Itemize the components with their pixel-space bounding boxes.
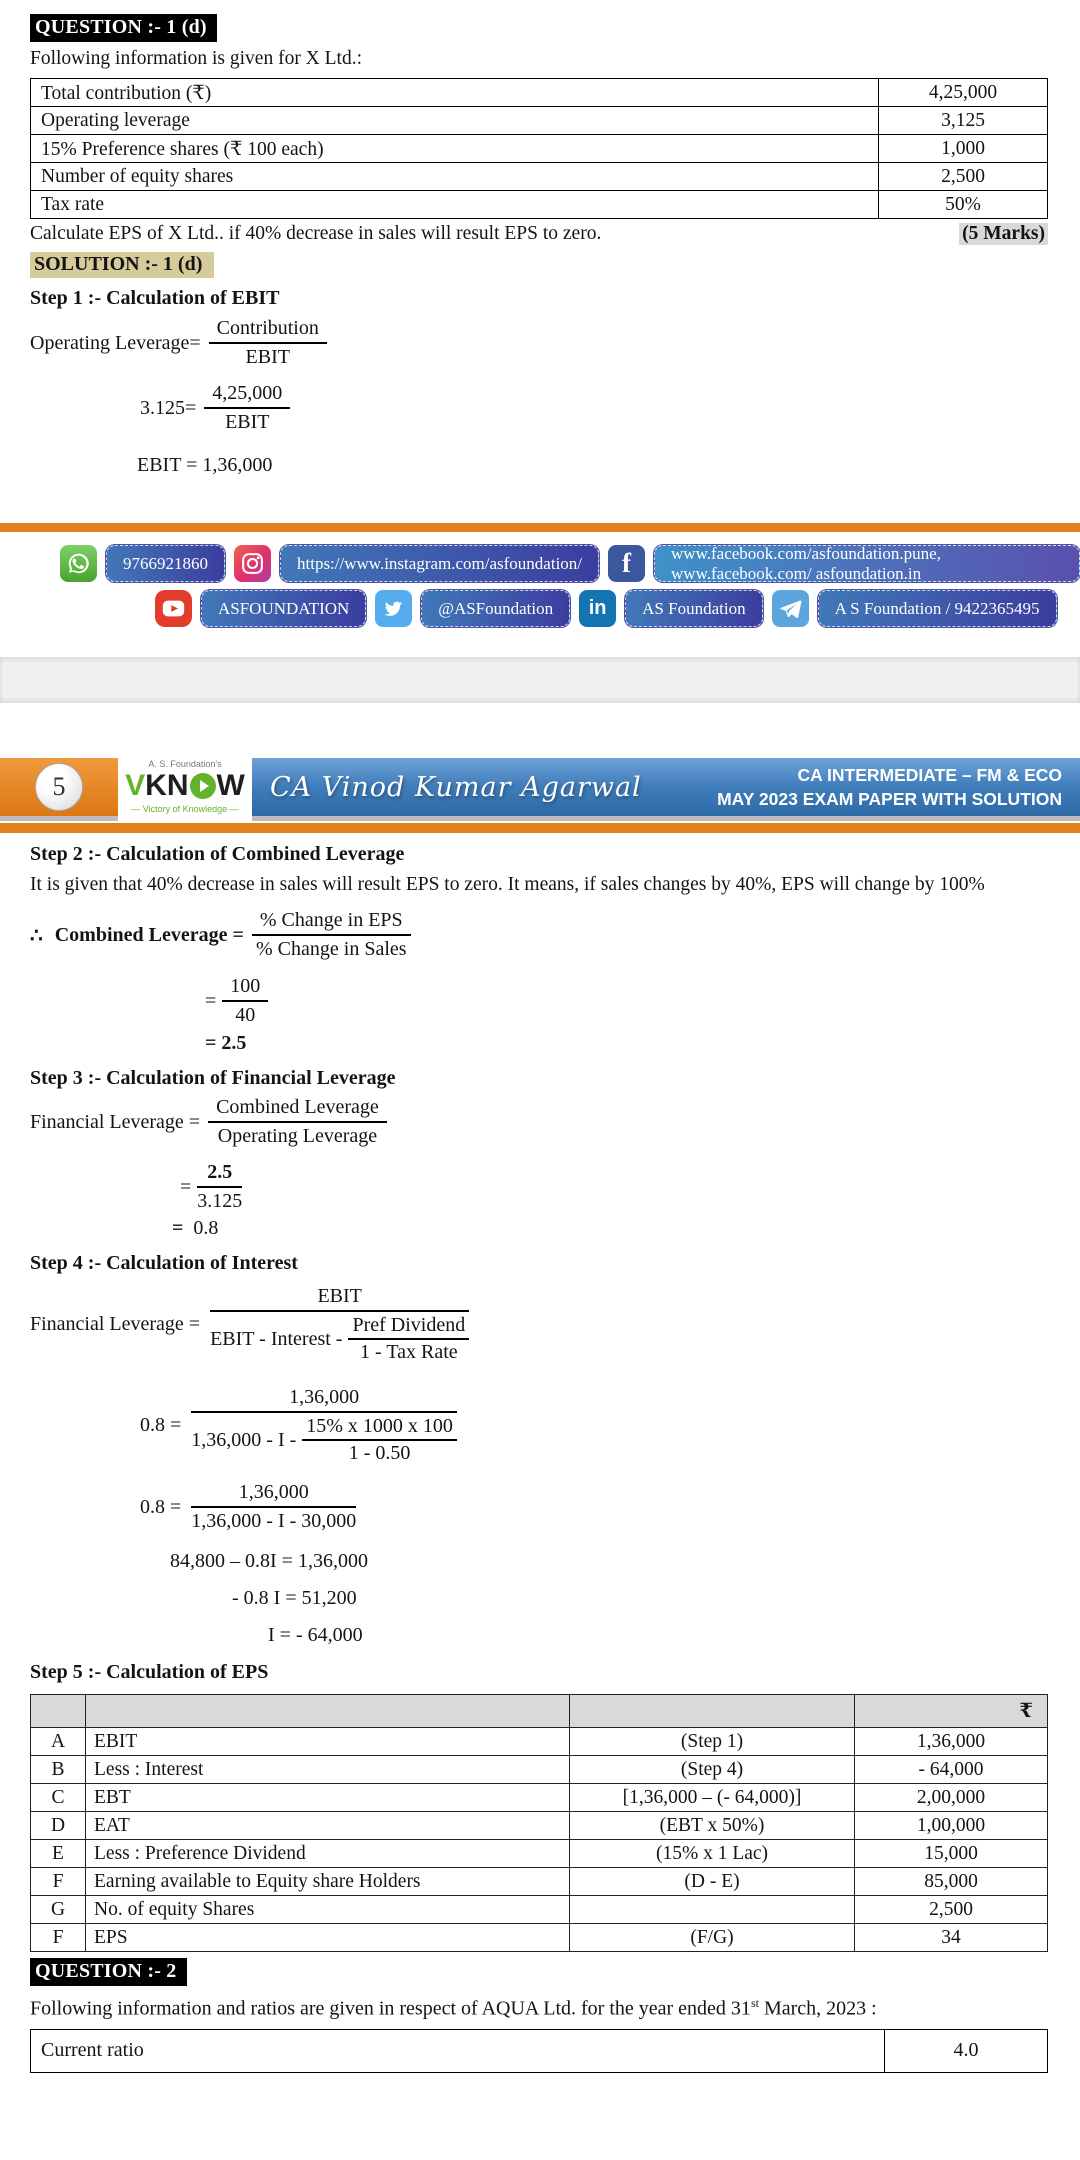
fraction-denominator: Operating Leverage: [217, 1125, 378, 1148]
question-info-table: [30, 78, 1048, 219]
linkedin-name: AS Foundation: [642, 598, 746, 618]
telegram-icon[interactable]: [772, 590, 809, 627]
equation-lhs: Operating Leverage=: [30, 331, 201, 354]
cell-label: Tax rate: [31, 191, 879, 219]
cell-ref: (EBT x 50%): [570, 1812, 855, 1840]
facebook-url-badge[interactable]: [654, 545, 1080, 582]
step2-result: = 2.5: [205, 1032, 247, 1055]
cell-desc: EBT: [86, 1784, 570, 1812]
instagram-url-badge[interactable]: [280, 545, 599, 582]
step4-equation-2: [140, 1386, 1080, 1465]
eps-table: [30, 1694, 1048, 1952]
table-row: [31, 163, 1048, 191]
cell-label: Total contribution (₹): [31, 79, 879, 107]
cell-ref: (D - E): [570, 1868, 855, 1896]
cell-sn: D: [31, 1812, 86, 1840]
fraction-numerator: EBIT: [210, 1285, 469, 1312]
course-info: [717, 763, 1062, 812]
step3-equation-2: [180, 1161, 1080, 1213]
cell-sn: C: [31, 1784, 86, 1812]
intro-superscript: st: [750, 1996, 759, 2011]
fraction-denominator: [191, 1413, 457, 1465]
step4-title: Step 4 :- Calculation of Interest: [30, 1252, 298, 1275]
solution-1d-header: SOLUTION :- 1 (d): [30, 252, 214, 278]
logo-tagline: — Victory of Knowledge —: [131, 804, 239, 814]
cell-value: 15,000: [855, 1840, 1048, 1868]
whatsapp-icon[interactable]: [60, 545, 97, 582]
table-row: [31, 1868, 1048, 1896]
step1-equation-2: [140, 382, 1080, 434]
cell-value: 2,500: [879, 163, 1048, 191]
cell-value: 85,000: [855, 1868, 1048, 1896]
twitter-icon[interactable]: [375, 590, 412, 627]
telegram-name: A S Foundation / 9422365495: [834, 598, 1040, 618]
cell-desc: EAT: [86, 1812, 570, 1840]
fraction-numerator: 4,25,000: [204, 382, 290, 409]
fraction: [209, 317, 327, 369]
page-number-block: [0, 758, 118, 816]
table-row: [31, 1728, 1048, 1756]
fraction-denominator: 1 - 0.50: [348, 1442, 411, 1465]
fraction-numerator: % Change in EPS: [252, 909, 411, 936]
vknow-logo: [118, 758, 252, 816]
cell-sn: E: [31, 1840, 86, 1868]
page-number-circle: [35, 763, 83, 811]
step3-title: Step 3 :- Calculation of Financial Leverage: [30, 1067, 396, 1090]
fraction-denominator: 3.125: [197, 1190, 243, 1213]
step4-line-1: 84,800 – 0.8I = 1,36,000: [170, 1550, 368, 1573]
table-row: [31, 135, 1048, 163]
fraction: [204, 382, 290, 434]
table-row: [31, 1756, 1048, 1784]
twitter-handle: @ASFoundation: [438, 598, 554, 618]
cell-desc: EBIT: [86, 1728, 570, 1756]
fraction-denominator: EBIT: [225, 411, 270, 433]
header-cell: [86, 1695, 570, 1728]
cell-label: Current ratio: [31, 2029, 885, 2072]
fraction: [252, 909, 411, 961]
step4-equation-3: [140, 1481, 1080, 1533]
cell-label: 15% Preference shares (₹ 100 each): [31, 135, 879, 163]
equation-lhs: 0.8 =: [140, 1414, 182, 1437]
logo-letter-v: V: [125, 769, 146, 802]
facebook-icon[interactable]: f: [608, 545, 645, 582]
cell-label: Number of equity shares: [31, 163, 879, 191]
step1-title: Step 1 :- Calculation of EBIT: [30, 287, 280, 309]
fraction-denominator: [210, 1312, 469, 1364]
linkedin-badge[interactable]: [625, 590, 762, 627]
whatsapp-number-badge[interactable]: [106, 545, 225, 582]
equals-sign: =: [172, 1217, 184, 1240]
step3-equation-1: [30, 1096, 1080, 1148]
cell-sn: B: [31, 1756, 86, 1784]
equals-sign: =: [205, 989, 217, 1012]
table-row: [31, 79, 1048, 107]
cell-sn: A: [31, 1728, 86, 1756]
nested-fraction: [302, 1415, 457, 1465]
fraction-denominator: 1,36,000 - I - 30,000: [191, 1510, 357, 1533]
step3-result: [172, 1217, 1080, 1240]
table-row: [31, 191, 1048, 219]
equation-lhs: Financial Leverage =: [30, 1110, 201, 1133]
cell-sn: F: [31, 1868, 86, 1896]
orange-divider: [0, 823, 1080, 833]
fraction-denominator: 1 - Tax Rate: [360, 1341, 458, 1364]
course-line-1: CA INTERMEDIATE – FM & ECO: [797, 764, 1062, 785]
cell-ref: (F/G): [570, 1924, 855, 1952]
question-2-header: QUESTION :- 2: [30, 1958, 187, 1986]
intro-text-part1: Following information and ratios are given in respect of AQUA Ltd. for the year ended 31: [30, 1997, 751, 2020]
logo-letters-kn: KN: [145, 769, 189, 802]
cell-ref: [570, 1896, 855, 1924]
cell-value: 3,125: [879, 107, 1048, 135]
nested-fraction: [348, 1314, 469, 1364]
twitter-badge[interactable]: [421, 590, 570, 627]
social-row-2: [155, 590, 1080, 627]
step2-equation-2: [205, 975, 1080, 1027]
instagram-url: https://www.instagram.com/asfoundation/: [297, 553, 583, 573]
cell-desc: No. of equity Shares: [86, 1896, 570, 1924]
logo-wordmark: [125, 771, 245, 801]
cell-value: 1,36,000: [855, 1728, 1048, 1756]
equation-lhs: Combined Leverage =: [54, 923, 244, 946]
step1-equation-1: [30, 317, 1080, 369]
fraction-numerator: Pref Dividend: [348, 1314, 469, 1340]
fraction: [191, 1386, 457, 1465]
fraction-numerator: Contribution: [209, 317, 327, 344]
denominator-text: 1,36,000 - I -: [191, 1428, 297, 1451]
fraction-denominator: 40: [235, 1004, 256, 1027]
cell-value: 2,00,000: [855, 1784, 1048, 1812]
step4-line-2: - 0.8 I = 51,200: [232, 1587, 357, 1610]
fraction-numerator: 1,36,000: [191, 1481, 356, 1508]
cell-desc: Less : Interest: [86, 1756, 570, 1784]
result-value: 0.8: [193, 1217, 219, 1240]
telegram-badge[interactable]: [818, 590, 1057, 627]
step1-result: EBIT = 1,36,000: [137, 454, 273, 476]
fraction-numerator: 100: [222, 975, 268, 1002]
equals-sign: =: [180, 1175, 192, 1198]
course-line-2: MAY 2023 EXAM PAPER WITH SOLUTION: [717, 789, 1062, 809]
orange-divider: [0, 523, 1080, 532]
table-row: [31, 107, 1048, 135]
cell-sn: G: [31, 1896, 86, 1924]
logo-top-text: A. S. Foundation's: [148, 759, 222, 769]
step2-title: Step 2 :- Calculation of Combined Leverage: [30, 843, 405, 865]
cell-value: 4,25,000: [879, 79, 1048, 107]
cell-value: 2,500: [855, 1896, 1048, 1924]
social-row-1: [60, 545, 1080, 582]
cell-ref: (Step 1): [570, 1728, 855, 1756]
fraction-numerator: 1,36,000: [191, 1386, 457, 1413]
table-row: [31, 1784, 1048, 1812]
cell-value: 1,00,000: [855, 1812, 1048, 1840]
cell-desc: Less : Preference Dividend: [86, 1840, 570, 1868]
cell-value: 1,000: [879, 135, 1048, 163]
table-row: [31, 2029, 1048, 2072]
fraction-numerator: Combined Leverage: [208, 1096, 387, 1123]
page-break-band: [0, 657, 1080, 703]
step2-equation-1: [30, 909, 1080, 961]
fraction-numerator: 15% x 1000 x 100: [302, 1415, 457, 1441]
task-text: Calculate EPS of X Ltd.. if 40% decrease in sales will result EPS to zero.: [30, 223, 602, 244]
equation-lhs: 3.125=: [140, 396, 197, 419]
table-row: [31, 1840, 1048, 1868]
question-2-intro: [30, 1996, 1080, 2021]
header-cell: [31, 1695, 86, 1728]
currency-header: ₹: [855, 1695, 1048, 1728]
header-cell: [570, 1695, 855, 1728]
page-header: [0, 758, 1080, 816]
linkedin-icon[interactable]: in: [579, 590, 616, 627]
logo-play-icon: [190, 773, 216, 799]
question-1d-header: QUESTION :- 1 (d): [30, 14, 217, 42]
table-row: [31, 1924, 1048, 1952]
table-header-row: [31, 1695, 1048, 1728]
table-row: [31, 1896, 1048, 1924]
fraction-denominator: EBIT: [245, 346, 290, 368]
marks-badge: (5 Marks): [959, 223, 1048, 245]
cell-desc: Earning available to Equity share Holders: [86, 1868, 570, 1896]
youtube-badge[interactable]: [201, 590, 366, 627]
fraction: [210, 1285, 469, 1364]
fraction-denominator: % Change in Sales: [256, 938, 407, 961]
instagram-icon[interactable]: [234, 545, 271, 582]
youtube-icon[interactable]: [155, 590, 192, 627]
denominator-text: EBIT - Interest -: [210, 1327, 343, 1350]
intro-text-part2: March, 2023 :: [758, 1997, 877, 2020]
fraction: [191, 1481, 356, 1533]
youtube-name: ASFOUNDATION: [218, 598, 350, 618]
question-2-table: [30, 2029, 1048, 2073]
therefore-symbol: ∴: [30, 924, 43, 947]
cell-ref: (Step 4): [570, 1756, 855, 1784]
whatsapp-number: 9766921860: [123, 553, 208, 573]
question-intro: Following information is given for X Ltd.:: [30, 48, 363, 69]
step5-title: Step 5 :- Calculation of EPS: [30, 1661, 269, 1684]
cell-sn: F: [31, 1924, 86, 1952]
page-number: 5: [52, 772, 66, 801]
cell-label: Operating leverage: [31, 107, 879, 135]
author-name: CA Vinod Kumar Agarwal: [270, 771, 642, 803]
cell-value: 34: [855, 1924, 1048, 1952]
cell-value: 4.0: [885, 2029, 1048, 2072]
step2-paragraph: It is given that 40% decrease in sales will result EPS to zero. It means, if sales changes by 40%, EPS will change by 100%: [30, 874, 985, 895]
cell-desc: EPS: [86, 1924, 570, 1952]
fraction: [222, 975, 268, 1027]
fraction: [197, 1161, 242, 1213]
cell-ref: [1,36,000 – (- 64,000)]: [570, 1784, 855, 1812]
cell-value: - 64,000: [855, 1756, 1048, 1784]
step4-equation-1: [30, 1285, 1080, 1364]
cell-ref: (15% x 1 Lac): [570, 1840, 855, 1868]
fraction-numerator: 2.5: [197, 1161, 242, 1188]
facebook-urls: www.facebook.com/asfoundation.pune, www.facebook.com/ asfoundation.in: [671, 543, 941, 583]
step4-line-3: I = - 64,000: [268, 1624, 363, 1647]
fraction: [208, 1096, 387, 1148]
equation-lhs: Financial Leverage =: [30, 1313, 201, 1336]
table-row: [31, 1812, 1048, 1840]
equation-lhs: 0.8 =: [140, 1495, 182, 1518]
cell-value: 50%: [879, 191, 1048, 219]
logo-letter-w: W: [216, 769, 245, 802]
header-blue-bar: [252, 758, 1080, 816]
